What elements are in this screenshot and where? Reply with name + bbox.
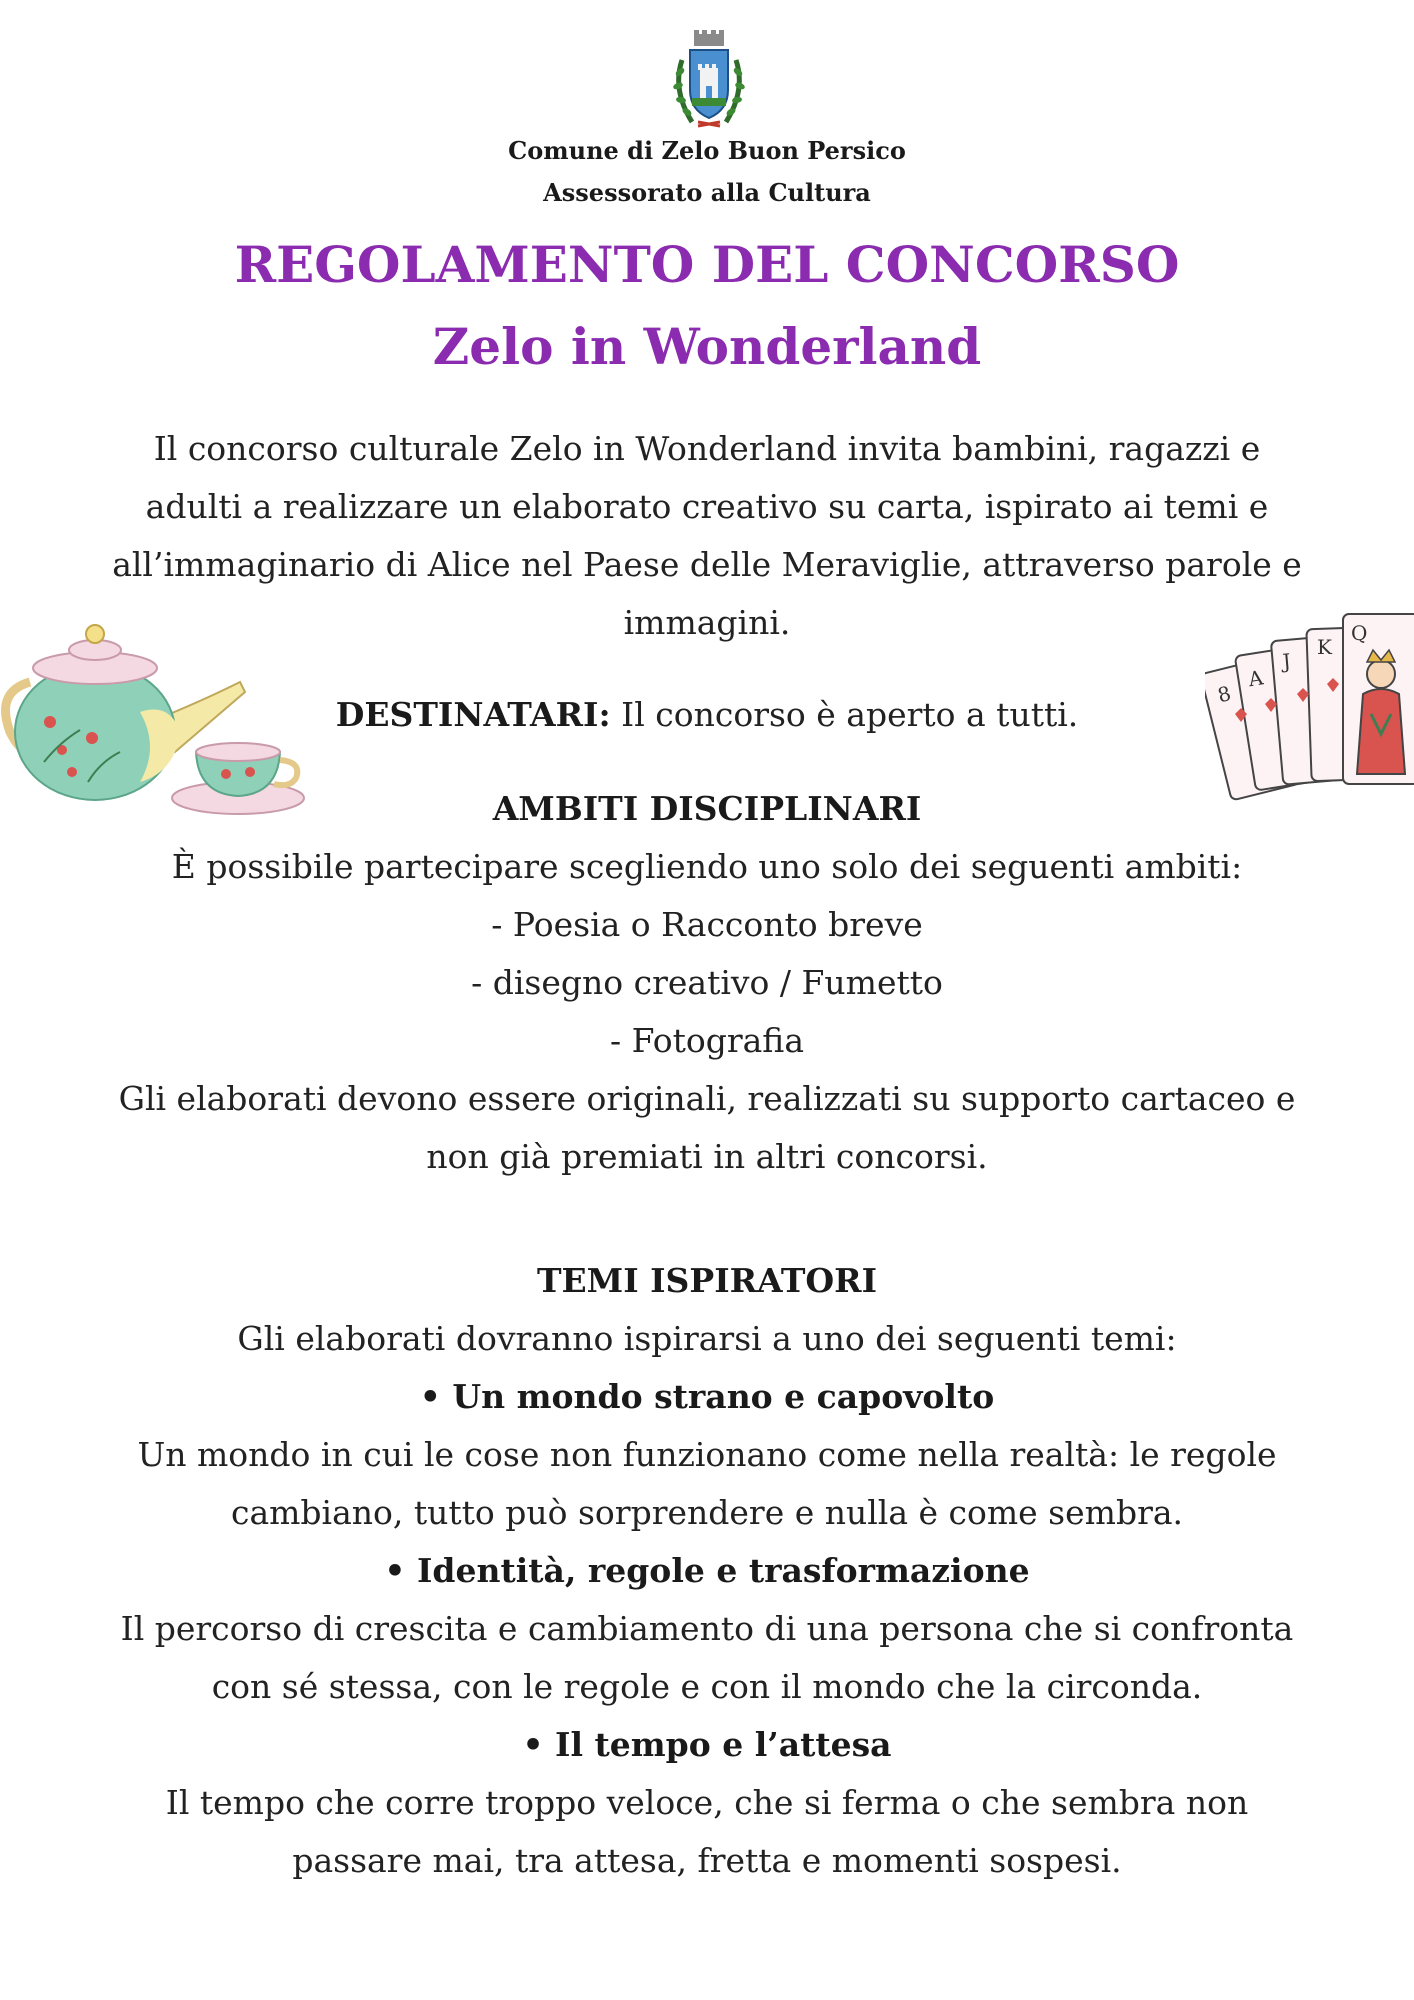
- intro-line: all’immaginario di Alice nel Paese delle Meraviglie, attraverso parole e: [112, 545, 1302, 584]
- disciplines-heading: AMBITI DISCIPLINARI: [492, 789, 922, 828]
- svg-text:Q: Q: [1351, 621, 1368, 645]
- intro-line: adulti a realizzare un elaborato creativo su carta, ispirato ai temi e: [145, 487, 1269, 526]
- intro-line: Il concorso culturale Zelo in Wonderland invita bambini, ragazzi e: [153, 429, 1261, 468]
- theme-description-line: con sé stessa, con le regole e con il mondo che la circonda.: [211, 1667, 1203, 1706]
- svg-text:J: J: [1281, 648, 1292, 674]
- disciplines-note-line: non già premiati in altri concorsi.: [426, 1137, 988, 1176]
- discipline-item: - Fotografia: [610, 1021, 804, 1060]
- discipline-item: - disegno creativo / Fumetto: [471, 963, 943, 1002]
- disciplines-intro: È possibile partecipare scegliendo uno solo dei seguenti ambiti:: [171, 847, 1243, 886]
- theme-title: • Un mondo strano e capovolto: [419, 1377, 995, 1416]
- municipal-crest-icon: [672, 30, 746, 134]
- theme-description-line: Il percorso di crescita e cambiamento di una persona che si confronta: [120, 1609, 1294, 1648]
- svg-text:A: A: [1246, 665, 1265, 692]
- recipients-line: [0, 686, 1414, 744]
- department-name: Assessorato alla Cultura: [543, 178, 871, 207]
- municipality-name: Comune di Zelo Buon Persico: [508, 136, 906, 165]
- theme-title: • Identità, regole e trasformazione: [384, 1551, 1030, 1590]
- theme-title: • Il tempo e l’attesa: [522, 1725, 892, 1764]
- recipients-label: DESTINATARI:: [335, 695, 611, 734]
- page-subtitle: Zelo in Wonderland: [432, 317, 982, 376]
- svg-text:K: K: [1317, 635, 1332, 659]
- recipients-text: Il concorso è aperto a tutti.: [610, 695, 1079, 734]
- theme-description-line: Il tempo che corre troppo veloce, che si ferma o che sembra non: [165, 1783, 1249, 1822]
- theme-description-line: cambiano, tutto può sorprendere e nulla è come sembra.: [230, 1493, 1184, 1532]
- theme-description-line: Un mondo in cui le cose non funzionano come nella realtà: le regole: [137, 1435, 1277, 1474]
- svg-text:8: 8: [1215, 681, 1234, 708]
- themes-heading: TEMI ISPIRATORI: [536, 1261, 878, 1300]
- disciplines-note-line: Gli elaborati devono essere originali, realizzati su supporto cartaceo e: [118, 1079, 1296, 1118]
- discipline-item: - Poesia o Racconto breve: [491, 905, 923, 944]
- themes-intro: Gli elaborati dovranno ispirarsi a uno dei seguenti temi:: [237, 1319, 1177, 1358]
- intro-line: immagini.: [623, 603, 791, 642]
- theme-description-line: passare mai, tra attesa, fretta e momenti sospesi.: [292, 1841, 1122, 1880]
- page-title: REGOLAMENTO DEL CONCORSO: [234, 235, 1180, 294]
